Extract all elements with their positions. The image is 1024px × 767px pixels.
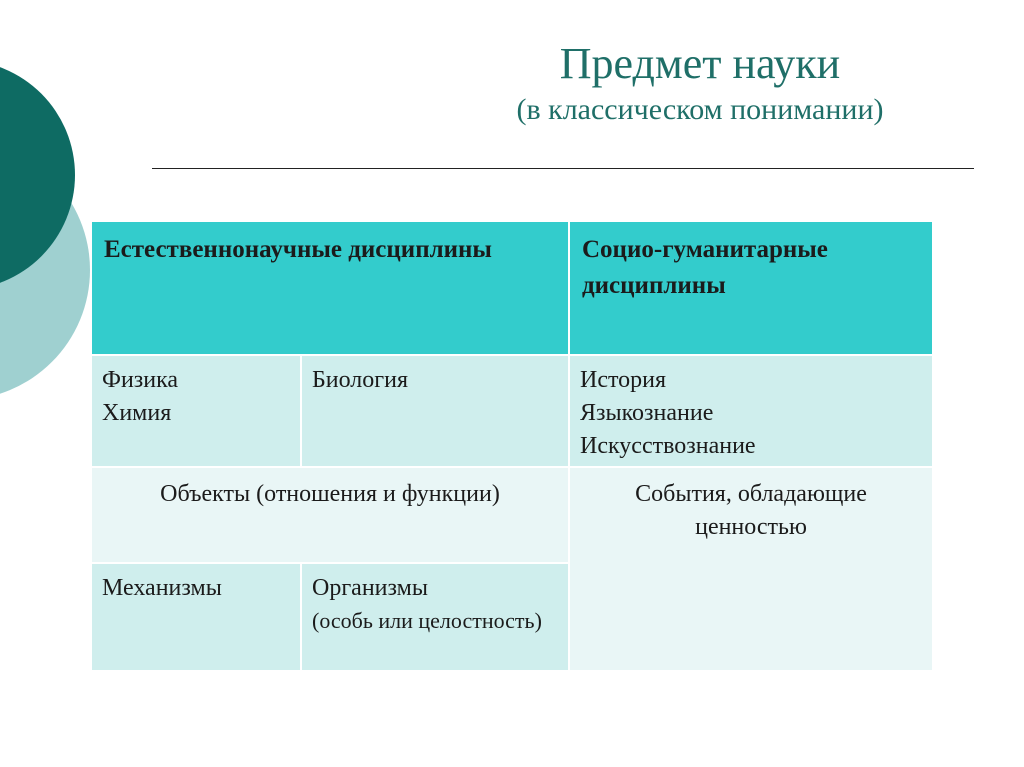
discipline-physics: Физика — [102, 367, 179, 393]
cell-physics-chemistry — [92, 356, 300, 466]
title-divider — [152, 168, 974, 169]
slide-title: Предмет науки — [559, 39, 841, 88]
cell-humanities — [570, 356, 932, 466]
header-social-sciences: Социо-гуманитарные дисциплины — [570, 222, 932, 354]
discipline-art-studies: Искусствознание — [580, 433, 756, 459]
organisms-note: (особь или целостность) — [312, 608, 542, 633]
discipline-history: История — [580, 367, 667, 393]
discipline-chemistry: Химия — [102, 400, 172, 426]
cell-social-events: События, обладающие ценностью — [570, 468, 932, 670]
organisms-label: Организмы — [312, 575, 428, 601]
discipline-linguistics: Языкознание — [580, 400, 714, 426]
header-natural-sciences: Естественнонаучные дисциплины — [92, 222, 568, 354]
slide-title-block — [470, 38, 930, 128]
cell-organisms — [302, 564, 568, 670]
cell-mechanisms: Механизмы — [92, 564, 300, 670]
cell-natural-objects: Объекты (отношения и функции) — [92, 468, 568, 562]
cell-biology — [302, 356, 568, 466]
discipline-biology: Биология — [312, 367, 409, 393]
slide-subtitle: (в классическом понимании) — [516, 93, 884, 126]
